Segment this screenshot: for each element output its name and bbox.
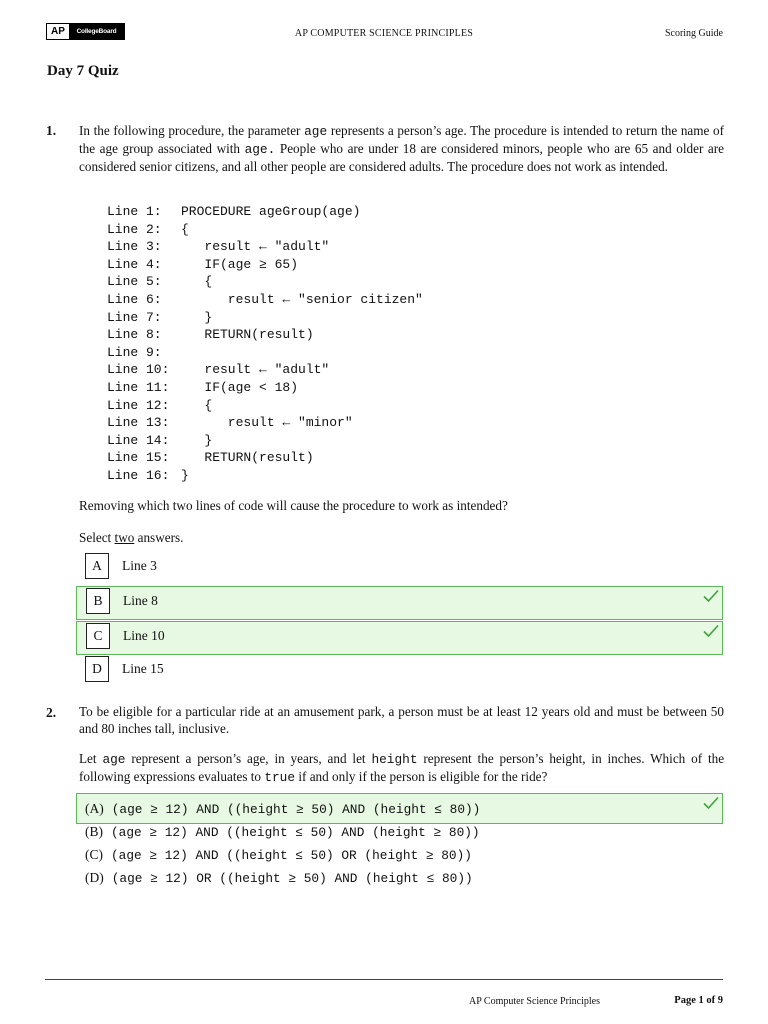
answer-choice-a[interactable] [85,801,480,817]
code-line [107,238,423,256]
header-course-title: AP COMPUTER SCIENCE PRINCIPLES [294,28,474,39]
correct-check-icon [703,589,719,603]
code-line-text: result ← "minor" [181,415,353,431]
code-line-label: Line 11: [107,379,170,395]
quiz-title: Day 7 Quiz [47,63,119,79]
code-line-label: Line 4: [107,256,162,272]
code-line-label: Line 12: [107,397,170,413]
code-line-label: Line 13: [107,415,170,431]
inline-code-height: height [371,752,418,767]
correct-check-icon [703,796,719,810]
inline-code-age: age [304,124,328,139]
code-line [107,344,423,362]
answer-choice-a[interactable] [76,552,723,586]
choice-label: Line 3 [122,558,157,573]
choice-letter: (B) [85,824,103,839]
answer-choice-c[interactable] [76,621,723,655]
choice-letter: (A) [85,801,104,816]
footer-page-number: Page 1 of 9 [674,995,723,1006]
code-line [107,397,423,415]
code-line [107,273,423,291]
question-1-number: 1. [46,123,57,138]
code-line-label: Line 14: [107,432,170,448]
code-line-text: IF(age ≥ 65) [181,256,299,272]
choice-expression: (age ≥ 12) AND ((height ≤ 50) AND (height ≥ 80)) [111,825,480,840]
code-line [107,309,423,327]
logo-collegeboard-text: CollegeBoard [69,24,124,39]
code-line-label: Line 5: [107,274,162,290]
code-line-label: Line 1: [107,204,162,219]
choice-expression: (age ≥ 12) AND ((height ≥ 50) AND (height ≤ 80)) [111,802,481,817]
code-line-label: Line 7: [107,309,162,325]
code-line [107,361,423,379]
choice-letter: (C) [85,847,103,862]
code-line-label: Line 6: [107,291,162,307]
inline-code-age-2: age. [244,142,276,157]
code-line-text: PROCEDURE ageGroup(age) [181,204,361,219]
answer-choice-d[interactable] [85,870,473,886]
header-scoring-guide: Scoring Guide [664,28,723,39]
code-line-label: Line 15: [107,450,170,466]
code-line-label: Line 2: [107,221,162,237]
code-line-text: { [181,274,213,290]
answer-choice-b[interactable] [85,824,480,840]
code-line-text: { [181,397,213,413]
question-2-prompt: Let age represent a person’s age, in years, and let height represent the person’s height, in inches. Which of the following expressions evaluates to true if and only if the person is eligible for the ride? [79,751,725,785]
code-line [107,467,423,485]
code-line-text: result ← "adult" [181,239,330,255]
code-line-label: Line 8: [107,327,162,343]
code-line [107,379,423,397]
question-2-intro: To be eligible for a particular ride at an amusement park, a person must be at least 12 years old and must be between 50 and 80 inches tall, inclusive. [79,704,724,736]
code-line-text: IF(age < 18) [181,379,299,395]
footer-course-name: AP Computer Science Principles [469,996,600,1007]
logo-ap-text: AP [47,24,69,39]
choice-letter-box: D [85,656,109,682]
code-line-label: Line 3: [107,239,162,255]
code-line-text: } [181,432,213,448]
code-line-text: RETURN(result) [181,327,314,343]
answer-choice-c[interactable] [85,847,472,863]
code-line [107,449,423,467]
code-line-text: result ← "adult" [181,362,330,378]
choice-expression: (age ≥ 12) AND ((height ≤ 50) OR (height ≥ 80)) [111,848,472,863]
code-line [107,221,423,239]
code-line-text: } [181,309,213,325]
choice-letter-box: C [86,623,110,649]
correct-check-icon [703,624,719,638]
answer-choice-b[interactable] [76,586,723,620]
code-line-text: } [181,467,189,483]
code-line-label: Line 9: [107,344,162,360]
choice-expression: (age ≥ 12) OR ((height ≥ 50) AND (height ≤ 80)) [111,871,473,886]
question-1-select-instruction: Select two answers. [79,530,184,545]
code-line-text: { [181,221,189,237]
code-line [107,414,423,432]
code-line-label: Line 10: [107,362,170,378]
code-line [107,291,423,309]
question-1-code-block [107,203,423,485]
choice-letter-box: B [86,588,110,614]
choice-label: Line 8 [123,593,158,608]
code-line-text: result ← "senior citizen" [181,291,423,307]
question-1-intro: In the following procedure, the parameter age represents a person’s age. The procedure is intended to return the name of the age group associated with age. People who are under 18 are considered minors, people who are 65 and older are considered senior citizens, and all other people are considered adults. The procedure does not work as intended. [79,123,725,174]
code-line [107,203,423,221]
code-line [107,256,423,274]
question-2-number: 2. [46,705,57,720]
inline-code-true: true [264,770,296,785]
code-line [107,326,423,344]
choice-letter: (D) [85,870,104,885]
choice-letter-box: A [85,553,109,579]
footer-divider [45,979,723,980]
choice-label: Line 10 [123,628,165,643]
code-line-text: RETURN(result) [181,450,314,466]
choice-label: Line 15 [122,661,164,676]
question-1-prompt: Removing which two lines of code will cause the procedure to work as intended? [79,498,508,513]
code-line-label: Line 16: [107,467,170,483]
answer-choice-d[interactable] [76,655,723,689]
code-line [107,432,423,450]
inline-code-age: age [102,752,126,767]
